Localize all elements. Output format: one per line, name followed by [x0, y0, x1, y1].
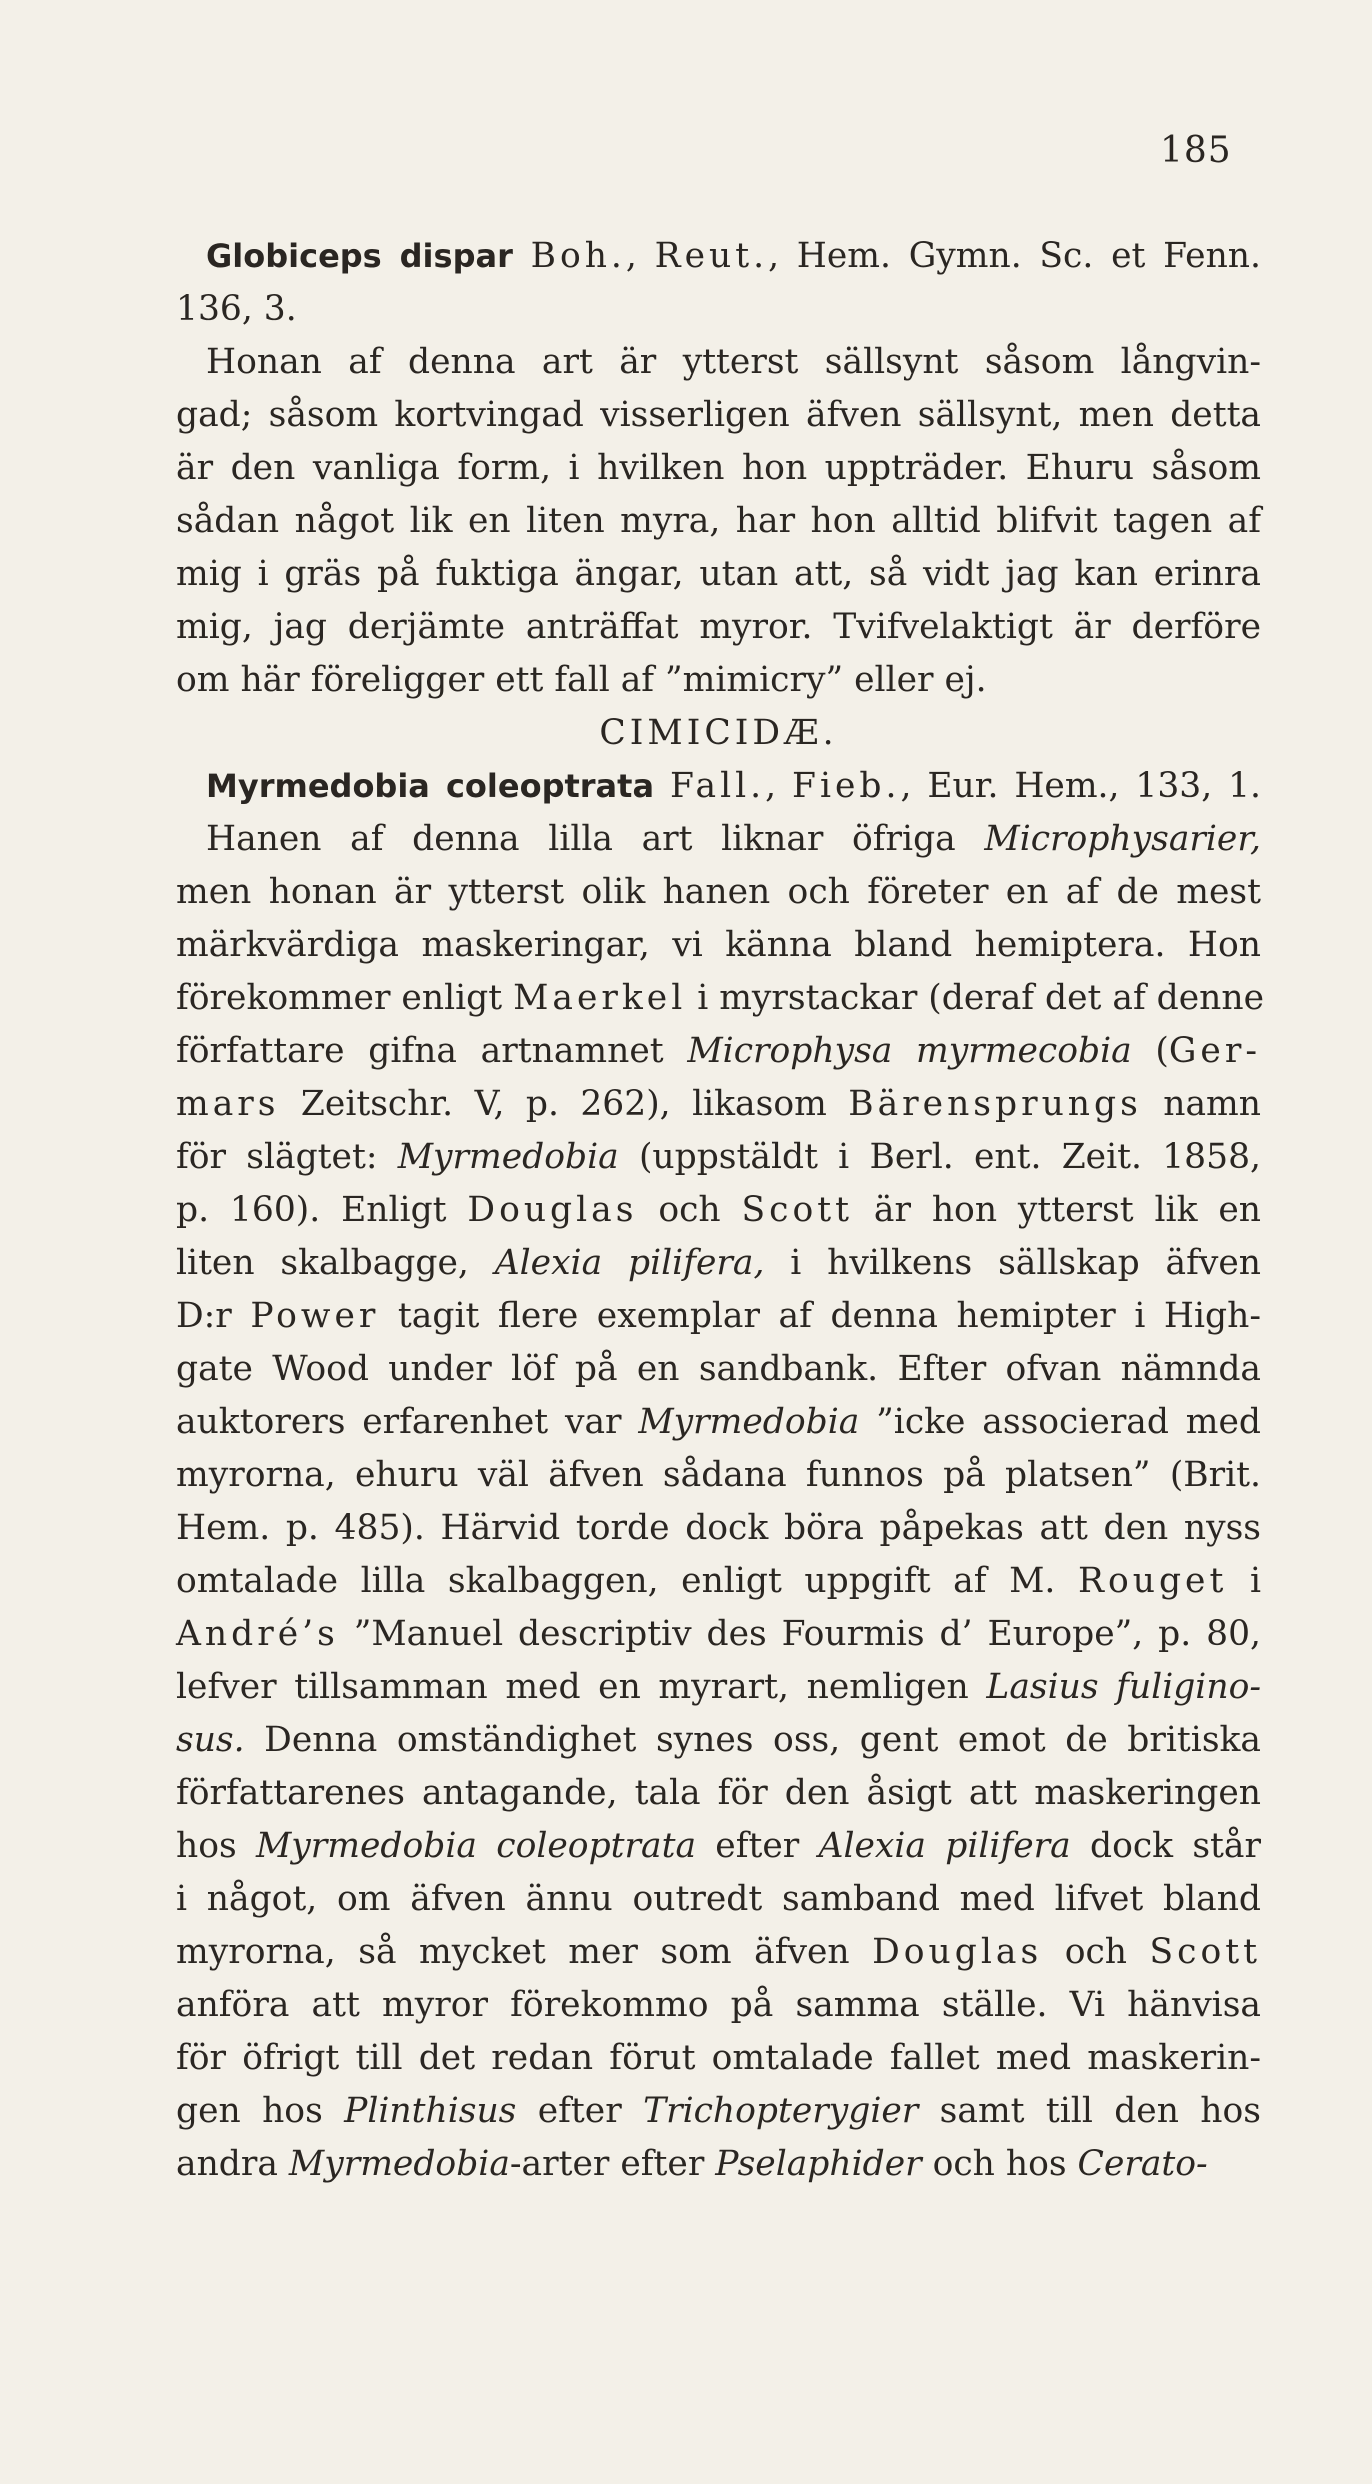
text-line [176, 548, 1261, 601]
text-run: myrorna, ehuru väl äfven sådana funnos på platsen” (Brit. [176, 1455, 1261, 1495]
text-line [176, 1873, 1261, 1926]
text-run: i något, om äfven ännu outredt samband med lifvet bland [176, 1879, 1261, 1919]
text-run: gen hos [176, 2091, 345, 2131]
text-line [176, 1290, 1261, 1343]
text-run: D:r [176, 1296, 251, 1336]
text-run: mig, jag derjämte anträffat myror. Tvifvelaktigt är derföre [176, 607, 1261, 647]
text-run: men honan är ytterst olik hanen och företer en af de mest [176, 872, 1261, 912]
text-run: efter [516, 2091, 644, 2131]
text-line [176, 1608, 1261, 1661]
text-run: sådan något lik en liten myra, har hon alltid blifvit tagen af [176, 501, 1261, 541]
text-run: är den vanliga form, i hvilken hon uppträder. Ehuru såsom [176, 448, 1261, 488]
text-run: och [1042, 1932, 1150, 1972]
italic-term: Microphysa myrmecobia [687, 1031, 1132, 1071]
italic-term: Trichopterygier [643, 2091, 919, 2131]
italic-term: sus. [176, 1720, 245, 1760]
text-run: , Hem. Gymn. Sc. et Fenn. [768, 236, 1261, 276]
taxon-name: Myrmedobia coleoptrata [206, 767, 655, 805]
text-run: Zeitschr. V, p. 262), likasom [279, 1084, 849, 1124]
text-body [176, 230, 1265, 2191]
text-run: namn [1141, 1084, 1261, 1124]
text-run: författare gifna artnamnet [176, 1031, 688, 1071]
text-line [176, 2085, 1261, 2138]
italic-term: Myrmedobia [288, 2144, 510, 2184]
text-line [176, 2138, 1261, 2191]
page-number: 185 [1160, 130, 1232, 171]
text-run: 136, 3. [176, 289, 297, 329]
author-name: André’s [176, 1614, 339, 1654]
text-line [176, 1184, 1261, 1237]
text-run: p. 160). Enligt [176, 1190, 468, 1230]
text-run: -arter efter [509, 2144, 716, 2184]
text-run: Hem. p. 485). Härvid torde dock böra påpekas att den nyss [176, 1508, 1261, 1548]
text-line [176, 1449, 1261, 1502]
text-run: andra [176, 2144, 289, 2184]
text-run: är hon ytterst lik en [853, 1190, 1261, 1230]
taxon-name: Globiceps dispar [206, 237, 513, 275]
text-run: auktorers erfarenhet var [176, 1402, 639, 1442]
text-line [176, 1343, 1261, 1396]
text-run: för öfrigt till det redan förut omtalade fallet med maskerin- [176, 2038, 1261, 2078]
text-line [176, 866, 1261, 919]
text-run: författarenes antagande, tala för den åsigt att maskeringen [176, 1773, 1261, 1813]
text-run: gad; såsom kortvingad visserligen äfven sällsynt, men detta [176, 395, 1261, 435]
text-run: ”icke associerad med [859, 1402, 1261, 1442]
text-line [176, 760, 1261, 813]
text-run: om här föreligger ett fall af ”mimicry” eller ej. [176, 660, 987, 700]
text-line [176, 1078, 1261, 1131]
author-name: mars [176, 1084, 280, 1124]
author-name: Bärensprungs [848, 1084, 1142, 1124]
text-line [176, 1131, 1261, 1184]
text-line [176, 1396, 1261, 1449]
text-line [176, 283, 1261, 336]
text-line [176, 442, 1261, 495]
italic-term: Lasius fuligino- [986, 1667, 1261, 1707]
text-run: i hvilkens sällskap äfven [764, 1243, 1262, 1283]
text-run: märkvärdiga maskeringar, vi känna bland hemiptera. Hon [176, 925, 1261, 965]
text-line [176, 972, 1265, 1025]
text-line [176, 654, 1261, 707]
author-name: Fall. [669, 766, 766, 806]
text-line [176, 336, 1261, 389]
text-line [176, 495, 1261, 548]
text-line [176, 1767, 1261, 1820]
italic-term: Myrmedobia coleoptrata [255, 1826, 697, 1866]
text-line [176, 2032, 1261, 2085]
text-run [513, 236, 531, 276]
text-run: Honan af denna art är ytterst sällsynt såsom långvin- [206, 342, 1261, 382]
author-name: Scott [741, 1190, 853, 1230]
text-run: (uppstäldt i Berl. ent. Zeit. 1858, [618, 1137, 1261, 1177]
author-name: Reut. [654, 236, 769, 276]
italic-term: Myrmedobia [397, 1137, 619, 1177]
text-run: , [625, 236, 655, 276]
text-line [176, 1979, 1261, 2032]
author-name: Boh. [530, 236, 626, 276]
section-heading: CIMICIDÆ. [599, 713, 838, 753]
text-run: för slägtet: [176, 1137, 398, 1177]
text-line [176, 1555, 1261, 1608]
author-name: Rouget [1078, 1561, 1228, 1601]
text-run: , [765, 766, 793, 806]
text-run: i myrstackar (deraf det af denne [686, 978, 1265, 1018]
text-run: samt till den hos [918, 2091, 1261, 2131]
text-run: mig i gräs på fuktiga ängar, utan att, så vidt jag kan erinra [176, 554, 1261, 594]
author-name: Scott [1149, 1932, 1261, 1972]
text-run: , Eur. Hem., 133, 1. [900, 766, 1262, 806]
text-line [176, 813, 1261, 866]
text-line [176, 1661, 1261, 1714]
italic-term: Pselaphider [715, 2144, 922, 2184]
italic-term: Myrmedobia [638, 1402, 860, 1442]
author-name: Douglas [872, 1932, 1043, 1972]
text-run: Hanen af denna lilla art liknar öfriga [206, 819, 985, 859]
text-run [654, 766, 670, 806]
italic-term: Cerato- [1077, 2144, 1208, 2184]
text-run: anföra att myror förekommo på samma ställe. Vi hänvisa [176, 1985, 1261, 2025]
text-run: gate Wood under löf på en sandbank. Efter ofvan nämnda [176, 1349, 1261, 1389]
italic-term: Alexia pilifera, [494, 1243, 765, 1283]
italic-term: Plinthisus [344, 2091, 517, 2131]
author-name: Fieb. [792, 766, 901, 806]
author-name: Power [250, 1296, 380, 1336]
text-run: Denna omständighet synes oss, gent emot de britiska [244, 1720, 1261, 1760]
text-line [176, 919, 1261, 972]
text-run: hos [176, 1826, 256, 1866]
text-run: myrorna, så mycket mer som äfven [176, 1932, 873, 1972]
text-run: ”Manuel descriptiv des Fourmis d’ Europe”, p. 80, [338, 1614, 1261, 1654]
text-line [176, 1502, 1261, 1555]
text-run: förekommer enligt [176, 978, 514, 1018]
text-line [176, 1237, 1261, 1290]
text-run: liten skalbagge, [176, 1243, 495, 1283]
text-run: och [637, 1190, 742, 1230]
text-line [176, 1025, 1261, 1078]
italic-term: Alexia pilifera [818, 1826, 1071, 1866]
text-line [176, 1820, 1261, 1873]
text-run: tagit flere exemplar af denna hemipter i High- [379, 1296, 1261, 1336]
text-run: lefver tillsamman med en myrart, nemligen [176, 1667, 987, 1707]
text-line [176, 601, 1261, 654]
italic-term: Microphysarier, [984, 819, 1261, 859]
text-run: ( [1131, 1031, 1169, 1071]
author-name: Maerkel [513, 978, 687, 1018]
author-name: Douglas [467, 1190, 638, 1230]
text-run: efter [696, 1826, 819, 1866]
text-line [176, 1926, 1261, 1979]
text-run: omtalade lilla skalbaggen, enligt uppgift af M. [176, 1561, 1078, 1601]
text-run: dock står [1070, 1826, 1261, 1866]
author-name: Ger- [1168, 1031, 1261, 1071]
text-run: och hos [921, 2144, 1078, 2184]
text-line [176, 389, 1261, 442]
text-line [176, 230, 1261, 283]
text-run: i [1227, 1561, 1261, 1601]
text-line [176, 1714, 1261, 1767]
